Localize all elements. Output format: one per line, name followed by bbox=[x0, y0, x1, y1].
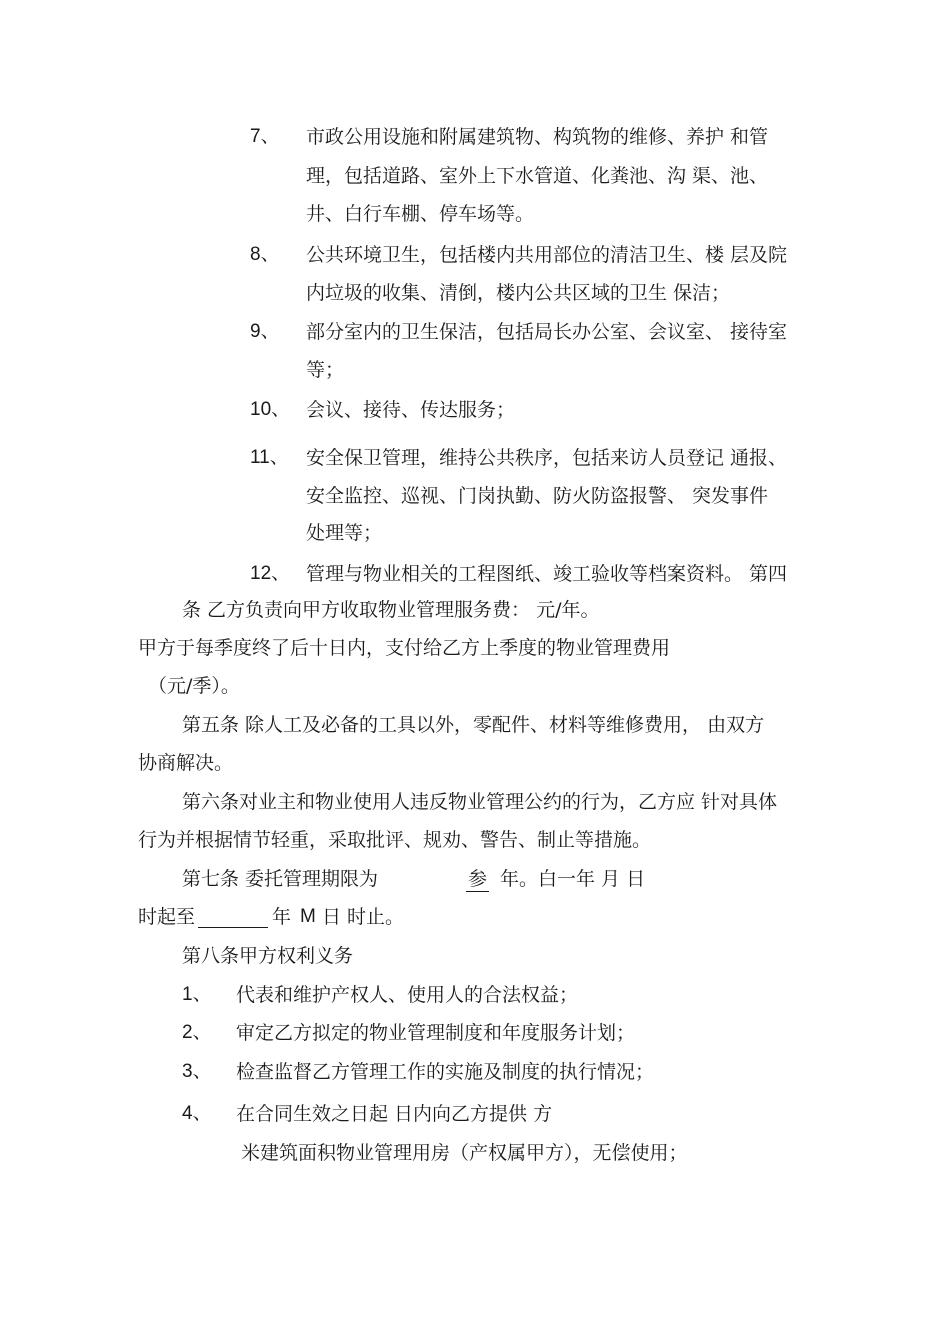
item-9-number: 9、 bbox=[250, 321, 280, 342]
item-12-number: 12、 bbox=[250, 563, 291, 584]
article-7-suffix: 年。白一年 月 日 bbox=[500, 868, 646, 890]
article-7-blank-line bbox=[198, 909, 268, 928]
article-8-item-4-continuation: 米建筑面积物业管理用房（产权属甲方），无偿使用； bbox=[241, 1142, 688, 1164]
article-5-line-2: 协商解决。 bbox=[138, 752, 234, 774]
item-10-line-1: 会议、接待、传达服务； bbox=[306, 399, 516, 421]
article-6-line-2: 行为并根据情节轻重，采取批评、规劝、警告、制止等措施。 bbox=[138, 829, 652, 851]
article-8-item-4-number: 4、 bbox=[182, 1103, 212, 1124]
article-8-heading: 第八条甲方权利义务 bbox=[182, 945, 354, 967]
article-8-item-3-number: 3、 bbox=[182, 1061, 212, 1082]
item-8-line-1: 公共环境卫生，包括楼内共用部位的清洁卫生、楼 层及院 bbox=[306, 244, 788, 266]
article-7-prefix: 第七条 委托管理期限为 bbox=[182, 868, 379, 890]
article-4-line-3: （元/季）。 bbox=[148, 675, 240, 697]
item-7-line-3: 井、白行车棚、停车场等。 bbox=[306, 203, 535, 225]
item-9-line-2: 等； bbox=[306, 359, 345, 381]
item-9-line-1: 部分室内的卫生保洁，包括局长办公室、会议室、 接待室 bbox=[306, 321, 788, 343]
article-4-line-1: 条 乙方负责向甲方收取物业管理服务费： 元/年。 bbox=[182, 599, 600, 621]
article-7-line-2-m: M bbox=[300, 906, 316, 927]
article-7-line-2-start: 时起至 bbox=[138, 906, 196, 928]
item-7-line-1: 市政公用设施和附属建筑物、构筑物的维修、养护 和管 bbox=[306, 126, 769, 148]
item-11-number: 11、 bbox=[250, 447, 289, 468]
article-8-item-1-number: 1、 bbox=[182, 984, 212, 1005]
article-8-item-2-text: 审定乙方拟定的物业管理制度和年度服务计划； bbox=[236, 1022, 636, 1044]
item-7-line-2: 理，包括道路、室外上下水管道、化粪池、沟 渠、池、 bbox=[306, 165, 769, 187]
article-8-item-4-text: 在合同生效之日起 日内向乙方提供 方 bbox=[236, 1103, 553, 1125]
article-6-line-1: 第六条对业主和物业使用人违反物业管理公约的行为，乙方应 针对具体 bbox=[182, 791, 778, 813]
article-8-item-1-text: 代表和维护产权人、使用人的合法权益； bbox=[236, 984, 579, 1006]
item-11-line-2: 安全监控、巡视、门岗执勤、防火防盗报警、 突发事件 bbox=[306, 485, 769, 507]
item-8-line-2: 内垃圾的收集、清倒，楼内公共区域的卫生 保洁； bbox=[306, 282, 731, 304]
article-8-item-3-text: 检查监督乙方管理工作的实施及制度的执行情况； bbox=[236, 1061, 655, 1083]
item-11-line-3: 处理等； bbox=[306, 522, 383, 544]
item-7-number: 7、 bbox=[250, 126, 280, 147]
article-4-line-2: 甲方于每季度终了后十日内，支付给乙方上季度的物业管理费用 bbox=[138, 637, 671, 659]
article-7-line-2-end: 日 时止。 bbox=[322, 906, 405, 928]
item-11-line-1: 安全保卫管理，维持公共秩序，包括来访人员登记 通报、 bbox=[306, 447, 788, 469]
article-5-line-1: 第五条 除人工及必备的工具以外，零配件、材料等维修费用， 由双方 bbox=[182, 714, 765, 736]
item-12-line-1: 管理与物业相关的工程图纸、竣工验收等档案资料。 第四 bbox=[306, 563, 788, 585]
article-8-item-2-number: 2、 bbox=[182, 1022, 212, 1043]
item-10-number: 10、 bbox=[250, 399, 291, 420]
article-7-term-years: 参 bbox=[468, 868, 488, 890]
item-8-number: 8、 bbox=[250, 244, 280, 265]
article-7-line-2-year: 年 bbox=[272, 906, 292, 928]
